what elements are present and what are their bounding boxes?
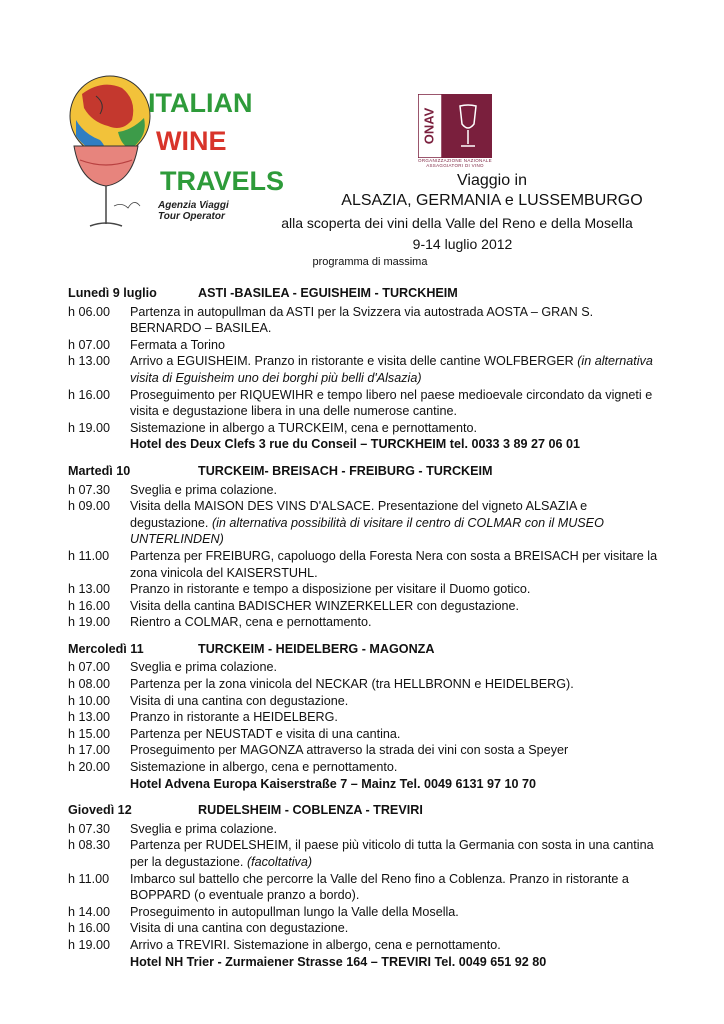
schedule-row (68, 337, 668, 354)
onav-logo (418, 94, 492, 168)
itinerary (68, 285, 668, 980)
time: h 19.00 (68, 420, 111, 435)
trip-dates: 9-14 luglio 2012 (412, 236, 513, 252)
schedule-row (68, 548, 668, 581)
description: Proseguimento per RIQUEWIHR e tempo libero nel paese medioevale circondato da vigneti e visita e degustazione libera in una delle numerose cantine. (130, 387, 653, 419)
trip-destination: ALSAZIA, GERMANIA e LUSSEMBURGO (341, 192, 643, 209)
time: h 13.00 (68, 354, 111, 369)
time: h 19.00 (68, 615, 111, 630)
day-route: TURCKEIM - HEIDELBERG - MAGONZA (198, 641, 435, 656)
onav-caption: ORGANIZZAZIONE NAZIONALE ASSAGGIATORI DI VINO (418, 158, 492, 168)
time: h 10.00 (68, 693, 111, 708)
description-italic: (in alternativa possibilità di visitare il centro di COLMAR con il MUSEO UNTERLINDEN) (130, 515, 604, 547)
day-header (68, 641, 668, 658)
description: Partenza per la zona vinicola del NECKAR (tra HELLBRONN e HEIDELBERG). (130, 677, 574, 692)
schedule-row (68, 937, 668, 954)
day-name: Lunedì 9 luglio (68, 286, 157, 300)
day-block (68, 641, 668, 792)
description: Fermata a Torino (130, 337, 225, 352)
schedule-row (68, 482, 668, 499)
time: h 11.00 (68, 871, 110, 886)
schedule-row (68, 598, 668, 615)
description: Pranzo in ristorante e tempo a disposizione per visitare il Duomo gotico. (130, 582, 531, 597)
day-route: ASTI -BASILEA - EGUISHEIM - TURCKHEIM (198, 286, 458, 300)
description (130, 498, 668, 548)
day-route: TURCKEIM- BREISACH - FREIBURG - TURCKEIM (198, 463, 493, 478)
schedule-row (68, 659, 668, 676)
schedule-row (68, 920, 668, 937)
day-name: Giovedì 12 (68, 803, 132, 818)
schedule-row (68, 871, 668, 904)
onav-mark-icon (418, 94, 492, 158)
agency-line-1: Agenzia Viaggi (158, 200, 229, 211)
description: Partenza per NEUSTADT e visita di una cantina. (130, 726, 401, 741)
schedule-row (68, 304, 668, 337)
italian-wine-travels-logo (62, 74, 285, 234)
description: Sistemazione in albergo, cena e pernottamento. (130, 760, 398, 775)
description: Proseguimento per MAGONZA attraverso la strada dei vini con sosta a Speyer (130, 743, 569, 758)
description-italic: (facoltativa) (246, 855, 313, 869)
description: Pranzo in ristorante a HEIDELBERG. (130, 710, 338, 725)
schedule-row (68, 821, 668, 838)
schedule-row (68, 387, 668, 420)
schedule-row (68, 676, 668, 693)
description: Sveglia e prima colazione. (130, 482, 278, 497)
time: h 07.30 (68, 482, 111, 497)
description (130, 837, 668, 870)
hotel-info: Hotel des Deux Clefs 3 rue du Conseil – TURCKHEIM tel. 0033 3 89 27 06 01 (130, 437, 581, 452)
time: h 16.00 (68, 921, 111, 936)
agency-line-2: Tour Operator (158, 211, 225, 222)
schedule-row (68, 581, 668, 598)
logo-agency (158, 200, 229, 222)
day-block (68, 802, 668, 970)
trip-title: Viaggio in (457, 172, 527, 189)
day-block (68, 285, 668, 453)
description: Proseguimento in autopullman lungo la Valle della Mosella. (130, 904, 459, 919)
time: h 15.00 (68, 726, 111, 741)
schedule-row (68, 420, 668, 437)
time: h 13.00 (68, 710, 111, 725)
schedule-row (68, 742, 668, 759)
time: h 08.30 (68, 838, 111, 853)
time: h 20.00 (68, 760, 111, 775)
time: h 11.00 (68, 548, 110, 563)
time: h 06.00 (68, 304, 111, 319)
description-text: Arrivo a EGUISHEIM. Pranzo in ristorante e visita delle cantine WOLFBERGER (130, 354, 574, 369)
description: Visita della cantina BADISCHER WINZERKELLER con degustazione. (130, 598, 519, 613)
schedule-row (68, 614, 668, 631)
day-name: Martedì 10 (68, 463, 131, 478)
time: h 17.00 (68, 743, 111, 758)
description: Arrivo a TREVIRI. Sistemazione in albergo, cena e pernottamento. (130, 937, 501, 952)
schedule-row (68, 498, 668, 548)
time: h 19.00 (68, 937, 111, 952)
time: h 14.00 (68, 904, 111, 919)
description-text: Visita della MAISON DES VINS D'ALSACE. Presentazione del vigneto ALSAZIA e degustazione. (130, 499, 588, 530)
schedule-row (68, 904, 668, 921)
time: h 16.00 (68, 598, 111, 613)
day-header (68, 285, 668, 302)
description: Sistemazione in albergo a TURCKEIM, cena e pernottamento. (130, 420, 477, 435)
description: Imbarco sul battello che percorre la Valle del Reno fino a Coblenza. Pranzo in ristorante a BOPPARD (o eventuale pranzo a bordo). (130, 871, 629, 903)
time: h 16.00 (68, 387, 111, 402)
time: h 07.00 (68, 337, 111, 352)
time: h 13.00 (68, 582, 111, 597)
logo-word-travels: TRAVELS (160, 166, 285, 196)
logo-word-wine: WINE (156, 126, 227, 156)
day-name: Mercoledì 11 (68, 641, 144, 656)
day-header (68, 463, 668, 480)
description-italic: (in alternativa visita di Eguisheim uno dei borghi più belli d'Alsazia) (130, 354, 653, 385)
schedule-row (68, 837, 668, 870)
program-note: programma di massima (312, 256, 428, 268)
schedule-row (68, 693, 668, 710)
time: h 07.00 (68, 660, 111, 675)
day-route: RUDELSHEIM - COBLENZA - TREVIRI (198, 803, 423, 818)
schedule-row (68, 709, 668, 726)
description: Partenza per FREIBURG, capoluogo della Foresta Nera con sosta a BREISACH per visitare la zona vinicola del KAISERSTUHL. (130, 548, 658, 580)
description: Sveglia e prima colazione. (130, 660, 278, 675)
time: h 09.00 (68, 499, 111, 514)
hotel-info: Hotel NH Trier - Zurmaiener Strasse 164 – TREVIRI Tel. 0049 651 92 80 (130, 954, 547, 969)
time: h 08.00 (68, 677, 111, 692)
logo-word-italian: ITALIAN (148, 88, 253, 118)
schedule-row (68, 759, 668, 776)
description: Rientro a COLMAR, cena e pernottamento. (130, 615, 372, 630)
description: Visita di una cantina con degustazione. (130, 921, 349, 936)
day-header (68, 802, 668, 819)
description (130, 353, 668, 386)
description: Partenza in autopullman da ASTI per la Svizzera via autostrada AOSTA – GRAN S. BERNARDO – BASILEA. (130, 304, 594, 336)
hotel-info: Hotel Advena Europa Kaiserstraße 7 – Mainz Tel. 0049 6131 97 10 70 (130, 776, 536, 791)
trip-subtitle: alla scoperta dei vini della Valle del Reno e della Mosella (281, 215, 633, 231)
schedule-row (68, 353, 668, 386)
schedule-row (68, 726, 668, 743)
description: Sveglia e prima colazione. (130, 821, 278, 836)
svg-text:ONAV: ONAV (421, 107, 437, 145)
description-text: Partenza per RUDELSHEIM, il paese più viticolo di tutta la Germania con sosta in una cantina per la degustazione. (130, 838, 654, 869)
description: Visita di una cantina con degustazione. (130, 693, 349, 708)
time: h 07.30 (68, 821, 111, 836)
day-block (68, 463, 668, 631)
